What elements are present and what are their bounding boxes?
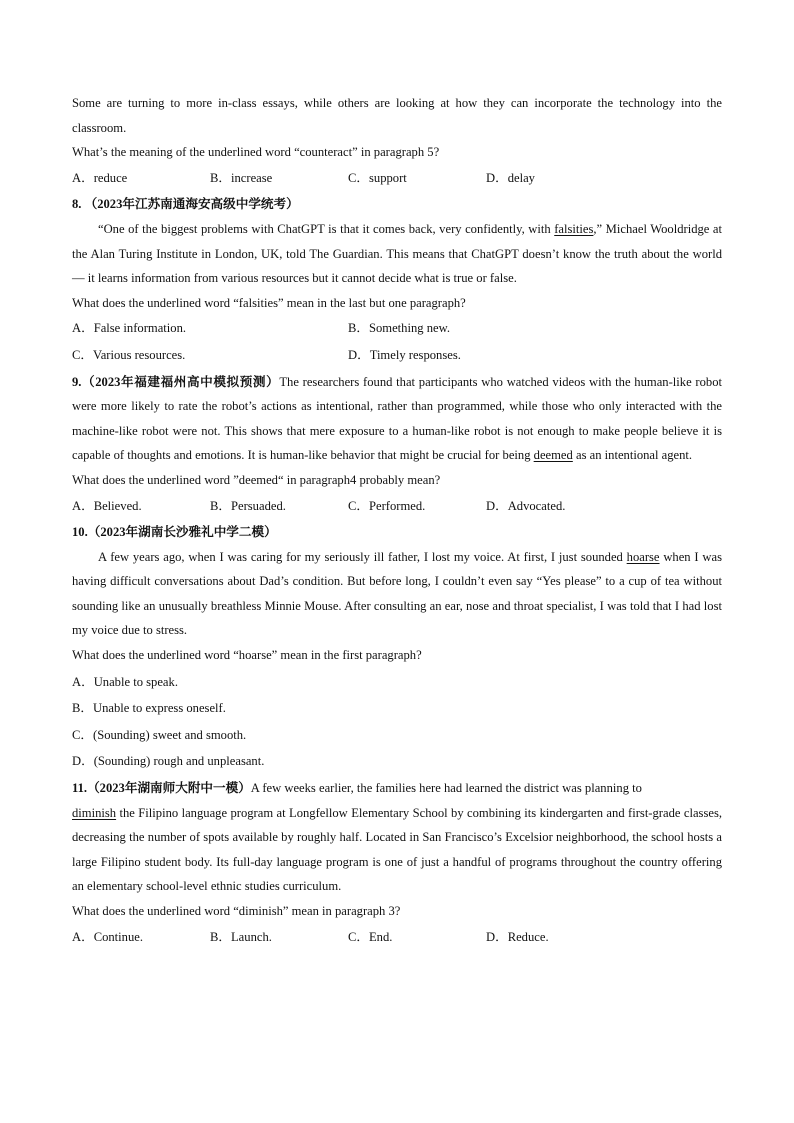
q8-options-row2 <box>72 343 722 368</box>
q11-options <box>72 925 722 950</box>
intro-text: Some are turning to more in-class essays, while others are looking at how they can incorporate the technology into the classroom. <box>72 96 722 135</box>
q8-heading <box>72 192 722 217</box>
option-b: B．increase <box>210 170 273 185</box>
q10-number: 10. <box>72 525 88 540</box>
option-d: D．delay <box>486 170 535 185</box>
q11-passage-part: A few weeks earlier, the families here had learned the district was planning to <box>250 781 642 796</box>
option-a: A．Continue. <box>72 929 144 944</box>
intro-question: What’s the meaning of the underlined word “counteract” in paragraph 5? <box>72 145 440 160</box>
option-c: C．Various resources. <box>72 347 186 362</box>
q8-underlined-word: falsities <box>554 221 594 236</box>
q9-question: What does the underlined word ”deemed“ in paragraph4 probably mean? <box>72 472 441 487</box>
q8-passage-part: ,” Michael Wooldridge at the Alan Turing Institute in London, UK, told The Guardian. This means that ChatGPT doesn’t know the truth about the world — it learns information from various resources but it cannot decide what is true or false. <box>72 221 723 286</box>
option-d: D．Timely responses. <box>348 347 461 362</box>
q9-underlined-word: deemed <box>533 448 573 463</box>
option-d: D．(Sounding) rough and unpleasant. <box>72 754 265 769</box>
option-c: C．support <box>348 170 407 185</box>
option-c: C．(Sounding) sweet and smooth. <box>72 727 247 742</box>
q9-number: 9. <box>72 374 82 389</box>
q10-source: （2023年湖南长沙雅礼中学二模） <box>87 525 277 540</box>
q10-passage <box>72 545 722 643</box>
q11-number: 11. <box>72 781 88 796</box>
q10-passage-part: A few years ago, when I was caring for my seriously ill father, I lost my voice. At first, I just sounded <box>98 549 627 564</box>
q9-passage <box>72 370 722 468</box>
option-a: A．False information. <box>72 321 187 336</box>
option-b: B．Launch. <box>210 929 272 944</box>
option-d: D．Advocated. <box>486 498 566 513</box>
q11-passage <box>72 776 722 899</box>
q10-heading <box>72 520 722 545</box>
q11-question: What does the underlined word “diminish” mean in paragraph 3? <box>72 904 401 918</box>
q9-options <box>72 494 722 519</box>
option-c: C．Performed. <box>348 498 426 513</box>
q10-question: What does the underlined word “hoarse” mean in the first paragraph? <box>72 648 422 663</box>
option-a: A．Believed. <box>72 498 142 513</box>
q8-passage-part: “One of the biggest problems with ChatGPT is that it comes back, very confidently, with <box>98 221 555 236</box>
option-b: B．Something new. <box>348 321 451 336</box>
q11-source: （2023年湖南师大附中一模） <box>87 781 251 796</box>
option-a: A．reduce <box>72 170 128 185</box>
q10-underlined-word: hoarse <box>626 549 660 564</box>
q8-options-row1 <box>72 316 722 341</box>
q8-passage <box>72 217 722 291</box>
q8-number: 8. <box>72 197 82 212</box>
option-b: B．Persuaded. <box>210 498 286 513</box>
option-c: C．End. <box>348 929 393 944</box>
q9-passage-part: The researchers found that participants who watched videos with the human-like robot were more likely to rate the robot’s actions as intentional, rather than programmed, while those who only interacted with the machine-like robot were not. This shows that mere exposure to a human-like robot is not enough to make people believe it is capable of thoughts and emotions. It is human-like behavior that might be crucial for being <box>72 374 722 463</box>
option-d: D．Reduce. <box>486 929 549 944</box>
q9-passage-part: as an intentional agent. <box>572 448 693 463</box>
q8-question: What does the underlined word “falsities” mean in the last but one paragraph? <box>72 295 466 310</box>
option-b: B．Unable to express oneself. <box>72 701 226 716</box>
intro-options <box>72 166 722 191</box>
q11-passage-part: the Filipino language program at Longfellow Elementary School by combining its kindergarten and first-grade classes, decreasing the number of spots available by roughly half. Located in San Francisco’s Excelsior neighborhood, the school hosts a large Filipino student body. Its full-day language program is one of just a handful of programs throughout the country offering an elementary school-level ethnic studies curriculum. <box>72 805 722 894</box>
q11-underlined-word: diminish <box>72 805 117 820</box>
q9-source: （2023年福建福州高中模拟预测） <box>81 374 280 389</box>
q8-source: （2023年江苏南通海安高级中学统考） <box>84 197 299 212</box>
option-a: A．Unable to speak. <box>72 674 178 689</box>
q10-passage-part: when I was having difficult conversations about Dad’s condition. But before long, I couldn’t even say “Yes please” to a cup of tea without sounding like an unusually breathless Minnie Mouse. After consulting an ear, nose and throat specialist, I was told that I had lost my voice due to stress. <box>72 549 722 638</box>
